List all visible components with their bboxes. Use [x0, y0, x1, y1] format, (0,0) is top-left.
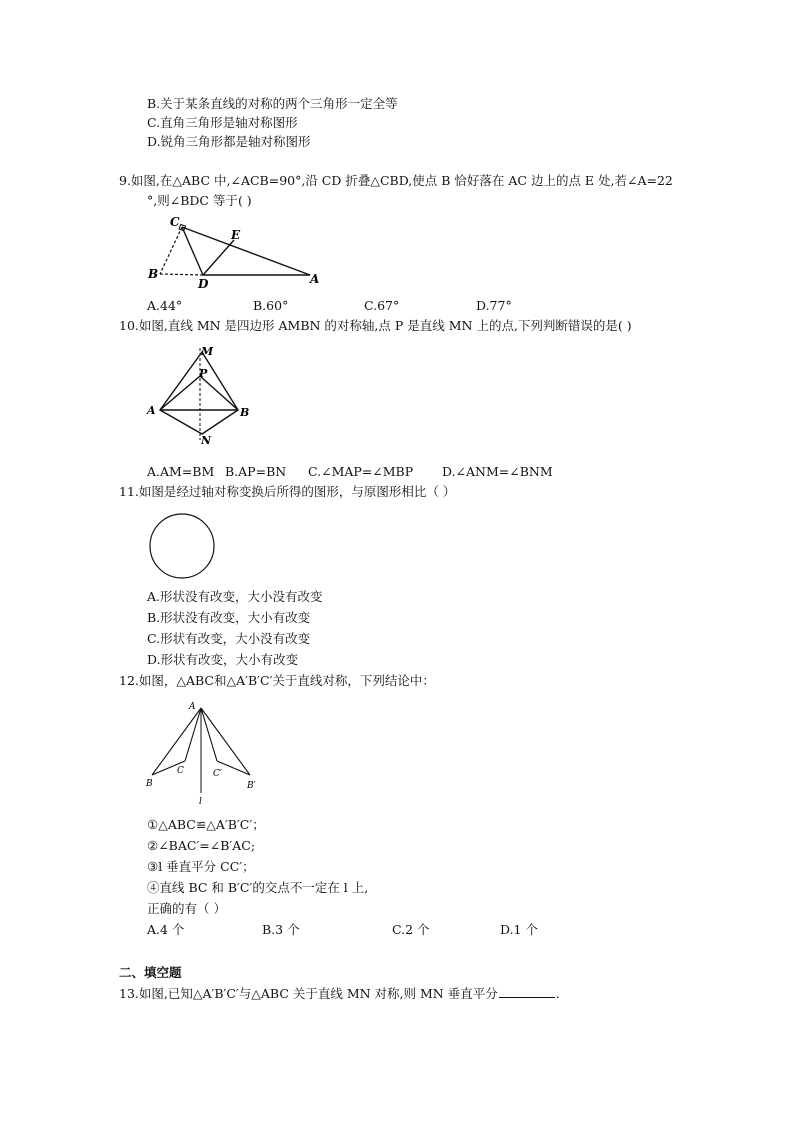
- q10-option-b: B.AP=BN: [225, 464, 287, 479]
- q9-figure: [140, 212, 340, 292]
- q12-option-b: B.3 个: [262, 922, 300, 937]
- q10-question: 10.如图,直线 MN 是四边形 AMBN 的对称轴,点 P 是直线 MN 上的点,下列判断错误的是( ): [119, 318, 632, 333]
- q12-option-c: C.2 个: [392, 922, 430, 937]
- q12-statement-4: ④直线 BC 和 B′C′的交点不一定在 l 上,: [147, 880, 369, 895]
- q11-option-a: A.形状没有改变，大小没有改变: [147, 589, 323, 604]
- q9-question-line2: °,则∠BDC 等于( ): [147, 193, 252, 208]
- q9-option-d: D.77°: [476, 298, 512, 313]
- q13-question: [119, 985, 560, 1002]
- q11-option-c: C.形状有改变，大小没有改变: [147, 631, 311, 646]
- q10-label-m: M: [201, 345, 214, 358]
- q9-option-a: A.44°: [147, 298, 183, 313]
- q10-label-b: B: [240, 406, 250, 419]
- q12-figure: [140, 698, 270, 808]
- q8-option-d: D.锐角三角形都是轴对称图形: [147, 134, 311, 149]
- q12-label-c-prime: C′: [213, 769, 222, 779]
- q9-option-b: B.60°: [253, 298, 289, 313]
- q12-label-l: l: [199, 797, 202, 807]
- q9-label-c: C: [170, 215, 180, 229]
- q12-statement-2: ②∠BAC′=∠B′AC;: [147, 838, 256, 853]
- q12-option-a: A.4 个: [147, 922, 185, 937]
- q9-question-line1: 9.如图,在△ABC 中,∠ACB=90°,沿 CD 折叠△CBD,使点 B 恰好落在 AC 边上的点 E 处,若∠A=22: [119, 173, 673, 188]
- q11-question: 11.如图是经过轴对称变换后所得的图形，与原图形相比（ ）: [119, 484, 456, 499]
- q8-option-c: C.直角三角形是轴对称图形: [147, 115, 298, 130]
- q12-statement-3: ③l 垂直平分 CC′；: [147, 859, 255, 874]
- q11-option-d: D.形状有改变，大小有改变: [147, 652, 299, 667]
- q10-option-a: A.AM=BM: [147, 464, 215, 479]
- q10-label-p: P: [199, 367, 208, 380]
- q11-circle-figure: [146, 512, 218, 584]
- section-fill-in-heading: 二、填空题: [119, 965, 182, 980]
- q9-label-b: B: [148, 267, 159, 281]
- q12-label-b: B: [146, 779, 153, 789]
- q12-label-c: C: [177, 766, 184, 776]
- q12-question: 12.如图，△ABC和△A′B′C′关于直线对称，下列结论中：: [119, 673, 435, 688]
- q12-label-a: A: [189, 702, 196, 712]
- q12-statement-1: ①△ABC≌△A′B′C′；: [147, 817, 265, 832]
- q12-label-b-prime: B′: [247, 781, 256, 791]
- q9-label-a: A: [310, 272, 320, 286]
- q12-option-d: D.1 个: [500, 922, 538, 937]
- q9-label-d: D: [198, 277, 209, 291]
- q9-option-c: C.67°: [364, 298, 400, 313]
- q10-label-n: N: [201, 434, 212, 447]
- q10-figure: [140, 340, 260, 455]
- q11-option-b: B.形状没有改变，大小有改变: [147, 610, 311, 625]
- q10-option-c: C.∠MAP=∠MBP: [308, 464, 414, 479]
- q13-question-text: 13.如图,已知△A′B′C′与△ABC 关于直线 MN 对称,则 MN 垂直平分: [119, 986, 498, 1001]
- q13-answer-blank[interactable]: [499, 985, 555, 998]
- q8-option-b: B.关于某条直线的对称的两个三角形一定全等: [147, 96, 398, 111]
- q10-option-d: D.∠ANM=∠BNM: [442, 464, 553, 479]
- q13-question-end: .: [555, 986, 560, 1001]
- q9-label-e: E: [231, 228, 241, 242]
- q10-label-a: A: [147, 404, 156, 417]
- q12-prompt: 正确的有（ ）: [147, 901, 226, 916]
